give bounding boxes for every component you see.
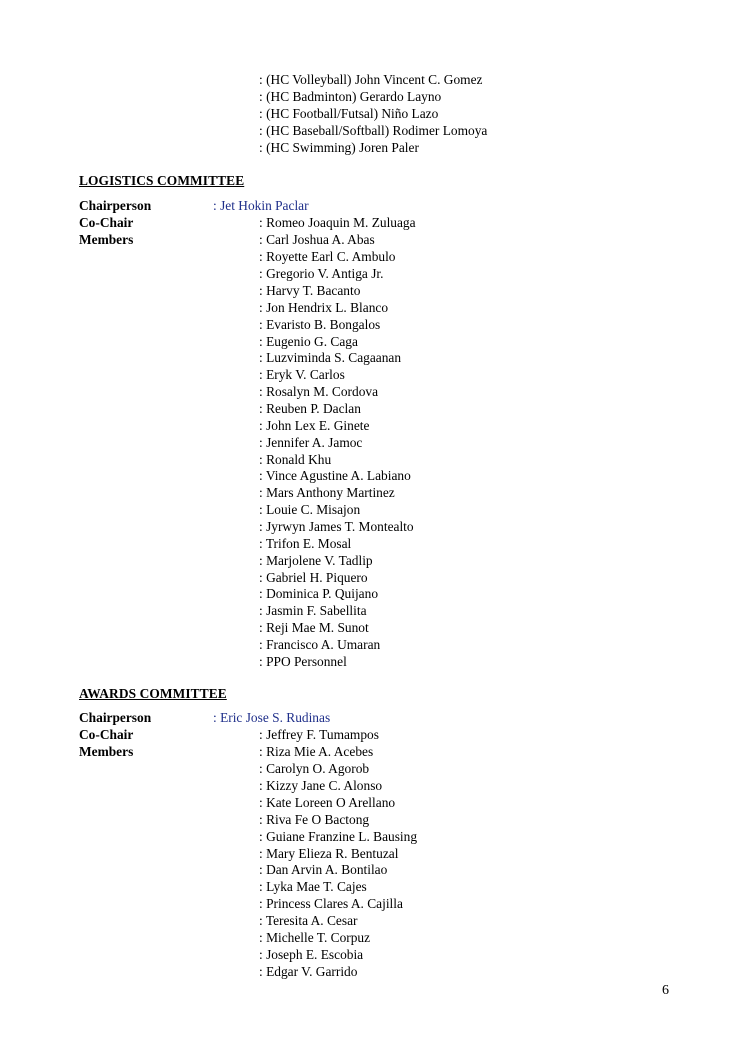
list-item: : Eugenio G. Caga: [259, 334, 358, 349]
list-item: : Vince Agustine A. Labiano: [259, 468, 411, 483]
cochair-value: : Romeo Joaquin M. Zuluaga: [259, 215, 416, 230]
members-label: Members: [79, 744, 134, 759]
list-item: : Teresita A. Cesar: [259, 913, 358, 928]
list-item: : Royette Earl C. Ambulo: [259, 249, 396, 264]
list-item: : Guiane Franzine L. Bausing: [259, 829, 418, 844]
list-item: : Jasmin F. Sabellita: [259, 603, 367, 618]
list-item: : Jyrwyn James T. Montealto: [259, 519, 414, 534]
list-item: : (HC Baseball/Softball) Rodimer Lomoya: [259, 123, 488, 138]
list-item: : Princess Clares A. Cajilla: [259, 896, 403, 911]
members-label: Members: [79, 232, 134, 247]
list-item: : Jennifer A. Jamoc: [259, 435, 363, 450]
list-item: : Riza Mie A. Acebes: [259, 744, 374, 759]
cochair-value: : Jeffrey F. Tumampos: [259, 727, 379, 742]
list-item: : Eryk V. Carlos: [259, 367, 345, 382]
chairperson-label: Chairperson: [79, 198, 152, 213]
list-item: : Rosalyn M. Cordova: [259, 384, 379, 399]
list-item: : Gabriel H. Piquero: [259, 570, 368, 585]
list-item: : Dan Arvin A. Bontilao: [259, 862, 388, 877]
list-item: : Dominica P. Quijano: [259, 586, 379, 601]
list-item: : Reji Mae M. Sunot: [259, 620, 369, 635]
list-item: : Louie C. Misajon: [259, 502, 361, 517]
list-item: : Luzviminda S. Cagaanan: [259, 350, 402, 365]
awards-committee-heading: AWARDS COMMITTEE: [79, 686, 227, 701]
list-item: : Michelle T. Corpuz: [259, 930, 371, 945]
list-item: : Kizzy Jane C. Alonso: [259, 778, 383, 793]
list-item: : (HC Swimming) Joren Paler: [259, 140, 419, 155]
chairperson-value: : Eric Jose S. Rudinas: [213, 710, 331, 725]
chairperson-label: Chairperson: [79, 710, 152, 725]
list-item: : Francisco A. Umaran: [259, 637, 381, 652]
list-item: : Gregorio V. Antiga Jr.: [259, 266, 384, 281]
list-item: : Lyka Mae T. Cajes: [259, 879, 367, 894]
list-item: : (HC Football/Futsal) Niño Lazo: [259, 106, 439, 121]
list-item: : Reuben P. Daclan: [259, 401, 361, 416]
list-item: : Edgar V. Garrido: [259, 964, 358, 979]
list-item: : Carolyn O. Agorob: [259, 761, 370, 776]
list-item: : (HC Volleyball) John Vincent C. Gomez: [259, 72, 483, 87]
list-item: : Riva Fe O Bactong: [259, 812, 370, 827]
logistics-committee-heading: LOGISTICS COMMITTEE: [79, 173, 245, 188]
page-number: 6: [662, 983, 669, 998]
list-item: : Trifon E. Mosal: [259, 536, 352, 551]
list-item: : Evaristo B. Bongalos: [259, 317, 381, 332]
list-item: : John Lex E. Ginete: [259, 418, 370, 433]
chairperson-value: : Jet Hokin Paclar: [213, 198, 309, 213]
cochair-label: Co-Chair: [79, 727, 134, 742]
list-item: : Mary Elieza R. Bentuzal: [259, 846, 399, 861]
list-item: : Joseph E. Escobia: [259, 947, 364, 962]
list-item: : PPO Personnel: [259, 654, 347, 669]
list-item: : Marjolene V. Tadlip: [259, 553, 373, 568]
list-item: : Jon Hendrix L. Blanco: [259, 300, 389, 315]
cochair-label: Co-Chair: [79, 215, 134, 230]
list-item: : (HC Badminton) Gerardo Layno: [259, 89, 442, 104]
list-item: : Kate Loreen O Arellano: [259, 795, 396, 810]
list-item: : Ronald Khu: [259, 452, 332, 467]
list-item: : Harvy T. Bacanto: [259, 283, 361, 298]
list-item: : Carl Joshua A. Abas: [259, 232, 375, 247]
list-item: : Mars Anthony Martinez: [259, 485, 395, 500]
